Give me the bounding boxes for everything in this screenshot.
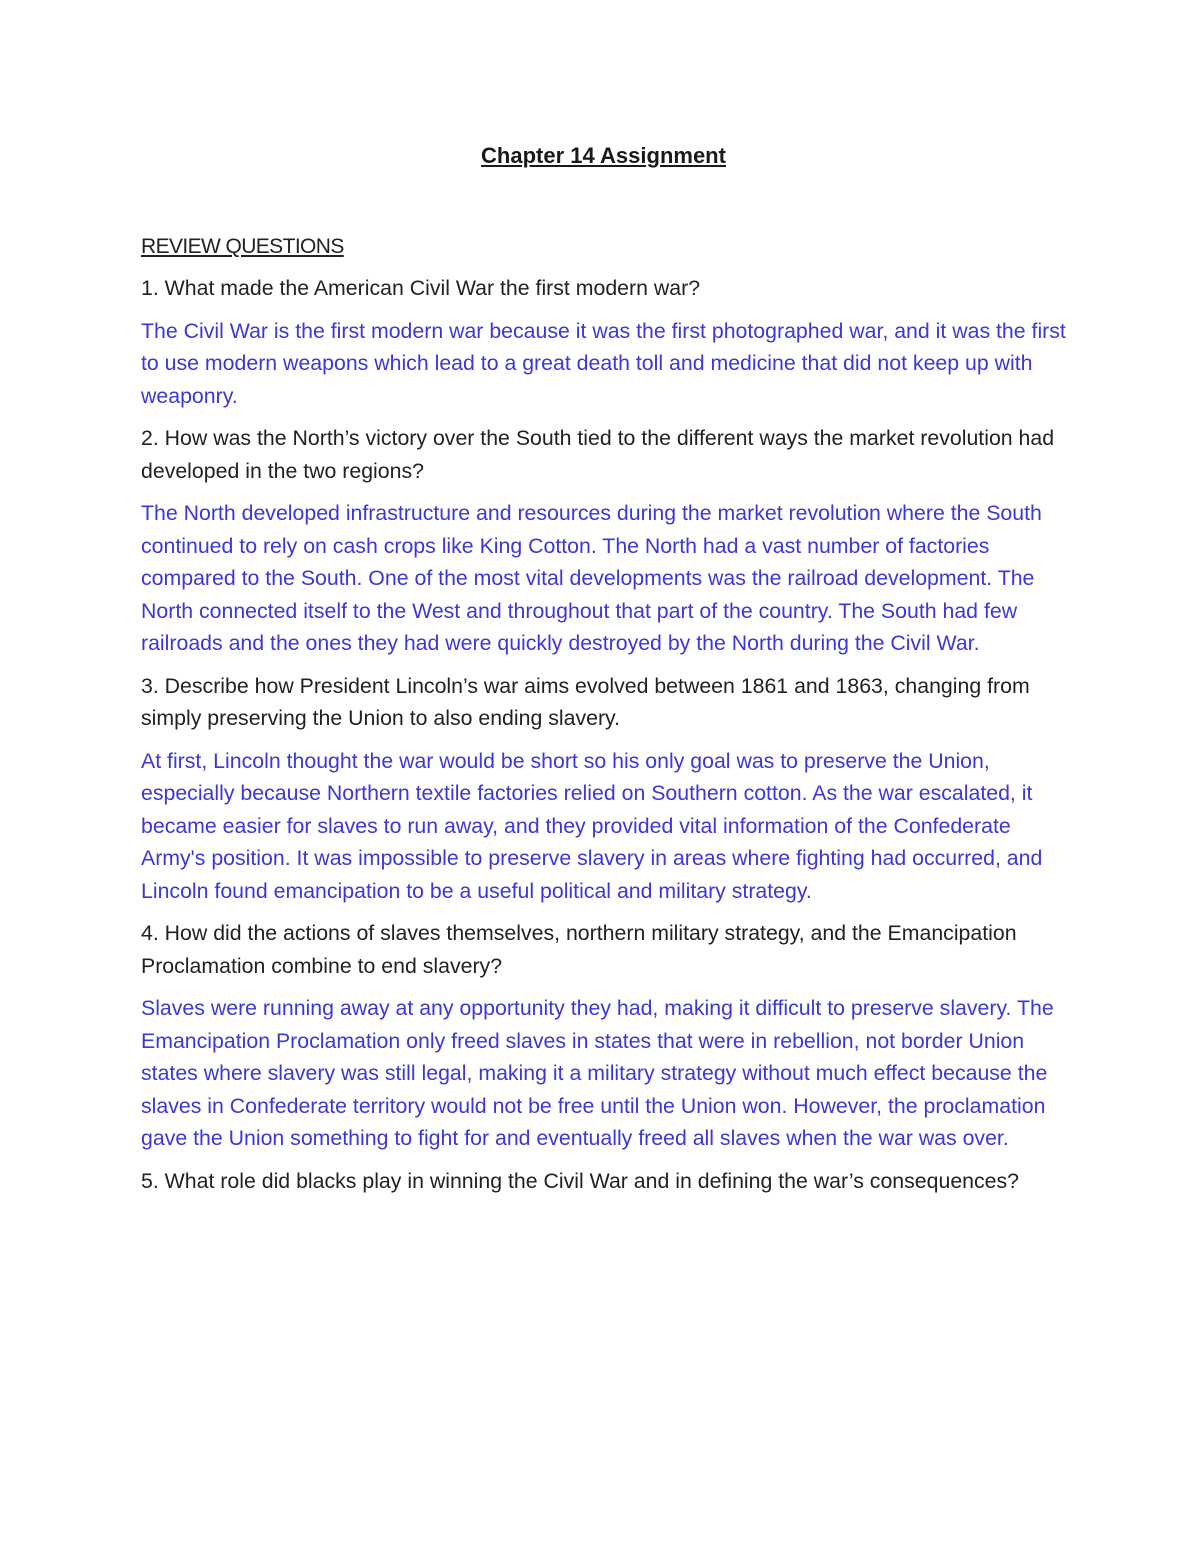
answer-1: The Civil War is the first modern war because it was the first photographed war, and it was the first to use modern weapons which lead to a great death toll and medicine that did not keep up with weaponry. xyxy=(141,318,1066,408)
question-4: 4. How did the actions of slaves themselves, northern military strategy, and the Emancipation Proclamation combine to end slavery? xyxy=(141,921,1017,978)
question-2: 2. How was the North’s victory over the South tied to the different ways the market revolution had developed in the two regions? xyxy=(141,426,1055,483)
question-5: 5. What role did blacks play in winning the Civil War and in defining the war’s consequences? xyxy=(141,1168,1019,1193)
answer-4: Slaves were running away at any opportunity they had, making it difficult to preserve slavery. The Emancipation Proclamation only freed slaves in states that were in rebellion, not border Union states where slavery was still legal, making it a military strategy without much effect because the slaves in Confederate territory would not be free until the Union won. However, the proclamation gave the Union something to fight for and eventually freed all slaves when the war was over. xyxy=(141,996,1054,1150)
answer-2: The North developed infrastructure and resources during the market revolution where the South continued to rely on cash crops like King Cotton. The North had a vast number of factories compared to the South. One of the most vital developments was the railroad development. The North connected itself to the West and throughout that part of the country. The South had few railroads and the ones they had were quickly destroyed by the North during the Civil War. xyxy=(141,501,1042,655)
section-heading: REVIEW QUESTIONS xyxy=(141,235,344,258)
document-page xyxy=(141,140,1066,1197)
question-block-4 xyxy=(141,917,1066,1155)
document-title: Chapter 14 Assignment xyxy=(481,143,726,168)
question-block-3 xyxy=(141,670,1066,908)
question-3: 3. Describe how President Lincoln’s war aims evolved between 1861 and 1863, changing from simply preserving the Union to also ending slavery. xyxy=(141,673,1030,730)
question-1: 1. What made the American Civil War the first modern war? xyxy=(141,276,701,300)
question-block-2 xyxy=(141,422,1066,660)
question-block-1 xyxy=(141,272,1066,412)
question-block-5 xyxy=(141,1165,1066,1198)
answer-3: At first, Lincoln thought the war would be short so his only goal was to preserve the Union, especially because Northern textile factories relied on Southern cotton. As the war escalated, it became easier for slaves to run away, and they provided vital information of the Confederate Army's position. It was impossible to preserve slavery in areas where fighting had occurred, and Lincoln found emancipation to be a useful political and military strategy. xyxy=(141,748,1043,903)
